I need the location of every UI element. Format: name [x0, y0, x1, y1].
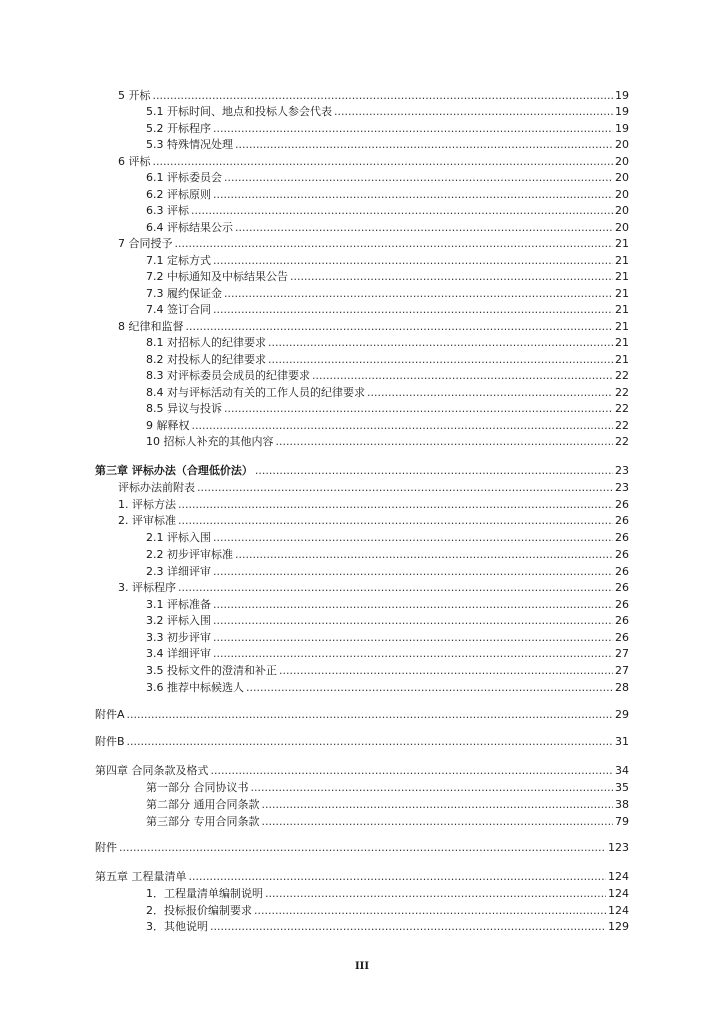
toc-entry-title: 3.3 初步评审 — [146, 631, 211, 644]
toc-entry-title: 第二部分 通用合同条款 — [146, 798, 260, 811]
toc-leader-dots — [213, 530, 613, 546]
toc-page-number: 22 — [615, 419, 629, 432]
toc-entry[interactable] — [146, 170, 629, 186]
toc-leader-dots — [213, 187, 613, 203]
toc-entry[interactable] — [146, 564, 629, 580]
toc-entry[interactable] — [146, 220, 629, 236]
toc-entry[interactable] — [146, 780, 629, 796]
toc-leader-dots — [279, 663, 613, 679]
toc-page-number: 124 — [608, 887, 629, 900]
toc-entry[interactable] — [146, 814, 629, 830]
toc-entry[interactable] — [146, 187, 629, 203]
toc-entry-title: 第四章 合同条款及格式 — [95, 764, 209, 777]
page-number-footer: III — [354, 961, 370, 972]
toc-page-number: 21 — [615, 336, 629, 349]
toc-appendix-entry[interactable] — [95, 707, 629, 723]
toc-leader-dots — [186, 319, 614, 335]
toc-leader-dots — [262, 814, 614, 830]
toc-chapter-entry[interactable] — [95, 763, 629, 779]
toc-entry-title: 6 评标 — [118, 155, 151, 168]
toc-leader-dots — [290, 269, 613, 285]
toc-page-number: 23 — [615, 481, 629, 494]
toc-page-number: 35 — [615, 781, 629, 794]
toc-entry-title: 8.1 对招标人的纪律要求 — [146, 336, 266, 349]
toc-entry-title: 7.1 定标方式 — [146, 254, 211, 267]
toc-entry[interactable] — [146, 919, 629, 935]
toc-entry-title: 5.3 特殊情况处理 — [146, 138, 233, 151]
toc-leader-dots — [235, 220, 613, 236]
toc-entry[interactable] — [146, 385, 629, 401]
toc-leader-dots — [197, 480, 613, 496]
toc-entry-title: 3.1 评标准备 — [146, 598, 211, 611]
toc-entry-title: 评标办法前附表 — [118, 481, 195, 494]
toc-page-number: 124 — [608, 870, 629, 883]
toc-leader-dots — [153, 88, 614, 104]
toc-page-number: 21 — [615, 254, 629, 267]
toc-entry-title: 7.3 履约保证金 — [146, 287, 222, 300]
toc-leader-dots — [213, 564, 613, 580]
toc-entry-title: 6.2 评标原则 — [146, 188, 211, 201]
toc-page-number: 28 — [615, 681, 629, 694]
toc-entry[interactable] — [146, 418, 629, 434]
toc-page-number: 19 — [615, 105, 629, 118]
toc-entry-title: 3.5 投标文件的澄清和补正 — [146, 664, 277, 677]
toc-entry[interactable] — [146, 302, 629, 318]
toc-entry[interactable] — [118, 154, 629, 170]
toc-entry-title: 第三部分 专用合同条款 — [146, 815, 260, 828]
toc-leader-dots — [213, 630, 613, 646]
toc-entry[interactable] — [146, 104, 629, 120]
toc-entry[interactable] — [146, 663, 629, 679]
toc-page-number: 26 — [615, 498, 629, 511]
toc-leader-dots — [127, 734, 613, 750]
toc-entry-title: 2. 评审标准 — [118, 514, 176, 527]
toc-entry-title: 5.1 开标时间、地点和投标人参会代表 — [146, 105, 332, 118]
toc-leader-dots — [213, 646, 613, 662]
toc-entry-title: 附件 — [95, 841, 117, 854]
toc-entry[interactable] — [118, 88, 629, 104]
toc-leader-dots — [213, 253, 613, 269]
toc-page-number: 20 — [615, 188, 629, 201]
toc-entry-title: 2.1 评标入围 — [146, 531, 211, 544]
toc-page-number: 20 — [615, 204, 629, 217]
toc-entry-title: 3. 评标程序 — [118, 581, 176, 594]
toc-leader-dots — [191, 203, 613, 219]
toc-leader-dots — [119, 840, 606, 856]
toc-page-number: 26 — [615, 598, 629, 611]
toc-page-number: 21 — [615, 270, 629, 283]
toc-leader-dots — [265, 886, 606, 902]
toc-entry[interactable] — [146, 352, 629, 368]
toc-entry-title: 第一部分 合同协议书 — [146, 781, 249, 794]
toc-entry[interactable] — [118, 319, 629, 335]
toc-leader-dots — [178, 580, 613, 596]
toc-chapter-entry[interactable] — [95, 463, 629, 479]
toc-entry-title: 3.2 评标入围 — [146, 614, 211, 627]
toc-entry-title: 5 开标 — [118, 89, 151, 102]
toc-entry-title: 8 纪律和监督 — [118, 320, 184, 333]
toc-entry-title: 7.4 签订合同 — [146, 303, 211, 316]
toc-entry[interactable] — [118, 497, 629, 513]
toc-entry-title: 3.4 详细评审 — [146, 647, 211, 660]
toc-entry[interactable] — [146, 401, 629, 417]
toc-entry-title: 10 招标人补充的其他内容 — [146, 435, 274, 448]
toc-entry-title: 6.1 评标委员会 — [146, 171, 222, 184]
toc-leader-dots — [210, 919, 606, 935]
toc-leader-dots — [334, 104, 613, 120]
toc-entry[interactable] — [146, 253, 629, 269]
toc-entry[interactable] — [146, 547, 629, 563]
toc-page-number: 123 — [608, 841, 629, 854]
toc-entry-title: 6.3 评标 — [146, 204, 189, 217]
toc-entry[interactable] — [146, 630, 629, 646]
toc-page-number: 26 — [615, 548, 629, 561]
toc-page-number: 26 — [615, 531, 629, 544]
toc-page-number: 38 — [615, 798, 629, 811]
toc-leader-dots — [178, 513, 613, 529]
toc-entry[interactable] — [118, 480, 629, 496]
toc-entry[interactable] — [118, 580, 629, 596]
toc-page-number: 20 — [615, 138, 629, 151]
toc-page-number: 129 — [608, 920, 629, 933]
toc-entry-title: 1. 评标方法 — [118, 498, 176, 511]
toc-entry-title: 7 合同授予 — [118, 237, 173, 250]
toc-entry[interactable] — [146, 646, 629, 662]
toc-page-number: 22 — [615, 369, 629, 382]
toc-entry[interactable] — [146, 434, 629, 450]
toc-page-number: 34 — [615, 764, 629, 777]
toc-page-number: 21 — [615, 353, 629, 366]
toc-page-number: 19 — [615, 89, 629, 102]
toc-entry[interactable] — [146, 269, 629, 285]
toc-entry[interactable] — [146, 613, 629, 629]
toc-leader-dots — [268, 352, 613, 368]
toc-entry[interactable] — [146, 203, 629, 219]
toc-entry[interactable] — [146, 797, 629, 813]
toc-entry[interactable] — [118, 236, 629, 252]
toc-leader-dots — [255, 463, 613, 479]
toc-page-number: 20 — [615, 221, 629, 234]
toc-leader-dots — [235, 137, 613, 153]
toc-entry[interactable] — [146, 903, 629, 919]
toc-entry-title: 9 解释权 — [146, 419, 190, 432]
toc-leader-dots — [211, 763, 614, 779]
toc-page-number: 27 — [615, 647, 629, 660]
toc-leader-dots — [224, 286, 613, 302]
toc-leader-dots — [254, 903, 606, 919]
toc-page-number: 22 — [615, 386, 629, 399]
toc-leader-dots — [213, 121, 613, 137]
toc-page-number: 21 — [615, 237, 629, 250]
toc-entry-title: 7.2 中标通知及中标结果公告 — [146, 270, 288, 283]
toc-entry-title: 8.5 异议与投诉 — [146, 402, 222, 415]
toc-leader-dots — [224, 401, 613, 417]
toc-entry-title: 3.6 推荐中标候选人 — [146, 681, 244, 694]
toc-leader-dots — [268, 335, 613, 351]
toc-entry[interactable] — [146, 335, 629, 351]
toc-entry-title: 2．投标报价编制要求 — [146, 904, 252, 917]
toc-leader-dots — [153, 154, 614, 170]
toc-page-number: 22 — [615, 435, 629, 448]
toc-entry-title: 第五章 工程量清单 — [95, 870, 187, 883]
toc-page-number: 79 — [615, 815, 629, 828]
toc-page-number: 26 — [615, 565, 629, 578]
toc-leader-dots — [175, 236, 614, 252]
toc-entry[interactable] — [146, 286, 629, 302]
toc-entry[interactable] — [146, 137, 629, 153]
toc-entry-title: 第三章 评标办法（合理低价法） — [95, 464, 253, 477]
toc-entry-title: 2.2 初步评审标准 — [146, 548, 233, 561]
toc-chapter-entry[interactable] — [95, 869, 629, 885]
toc-page-number: 20 — [615, 171, 629, 184]
toc-leader-dots — [367, 385, 613, 401]
toc-page-number: 23 — [615, 464, 629, 477]
toc-leader-dots — [213, 302, 613, 318]
toc-entry[interactable] — [118, 513, 629, 529]
toc-leader-dots — [192, 418, 614, 434]
toc-page-number: 124 — [608, 904, 629, 917]
toc-entry-title: 6.4 评标结果公示 — [146, 221, 233, 234]
toc-page-number: 27 — [615, 664, 629, 677]
toc-entry-title: 附件A — [95, 708, 125, 721]
toc-leader-dots — [235, 547, 613, 563]
toc-entry-title: 8.3 对评标委员会成员的纪律要求 — [146, 369, 310, 382]
toc-page-number: 21 — [615, 303, 629, 316]
toc-page-number: 21 — [615, 287, 629, 300]
toc-appendix-entry[interactable] — [95, 734, 629, 750]
toc-page-number: 29 — [615, 708, 629, 721]
toc-leader-dots — [127, 707, 613, 723]
toc-leader-dots — [178, 497, 613, 513]
toc-page-number: 22 — [615, 402, 629, 415]
toc-entry[interactable] — [146, 121, 629, 137]
toc-leader-dots — [189, 869, 607, 885]
toc-page-number: 26 — [615, 514, 629, 527]
toc-leader-dots — [312, 368, 613, 384]
toc-entry[interactable] — [146, 680, 629, 696]
toc-entry[interactable] — [146, 886, 629, 902]
toc-entry-title: 5.2 开标程序 — [146, 122, 211, 135]
toc-entry-title: 1．工程量清单编制说明 — [146, 887, 263, 900]
toc-leader-dots — [224, 170, 613, 186]
toc-entry-title: 8.2 对投标人的纪律要求 — [146, 353, 266, 366]
toc-page-number: 26 — [615, 631, 629, 644]
toc-page-number: 19 — [615, 122, 629, 135]
toc-leader-dots — [213, 597, 613, 613]
toc-page-number: 31 — [615, 735, 629, 748]
toc-entry-title: 2.3 详细评审 — [146, 565, 211, 578]
toc-entry-title: 3．其他说明 — [146, 920, 208, 933]
toc-entry[interactable] — [146, 368, 629, 384]
toc-page-number: 26 — [615, 614, 629, 627]
toc-entry-title: 附件B — [95, 735, 125, 748]
toc-leader-dots — [213, 613, 613, 629]
toc-page-number: 20 — [615, 155, 629, 168]
toc-leader-dots — [276, 434, 614, 450]
toc-page-number: 21 — [615, 320, 629, 333]
toc-leader-dots — [246, 680, 613, 696]
toc-leader-dots — [262, 797, 614, 813]
toc-appendix-entry[interactable] — [95, 840, 629, 856]
toc-entry-title: 8.4 对与评标活动有关的工作人员的纪律要求 — [146, 386, 365, 399]
toc-entry[interactable] — [146, 530, 629, 546]
toc-leader-dots — [251, 780, 614, 796]
toc-entry[interactable] — [146, 597, 629, 613]
toc-page-number: 26 — [615, 581, 629, 594]
